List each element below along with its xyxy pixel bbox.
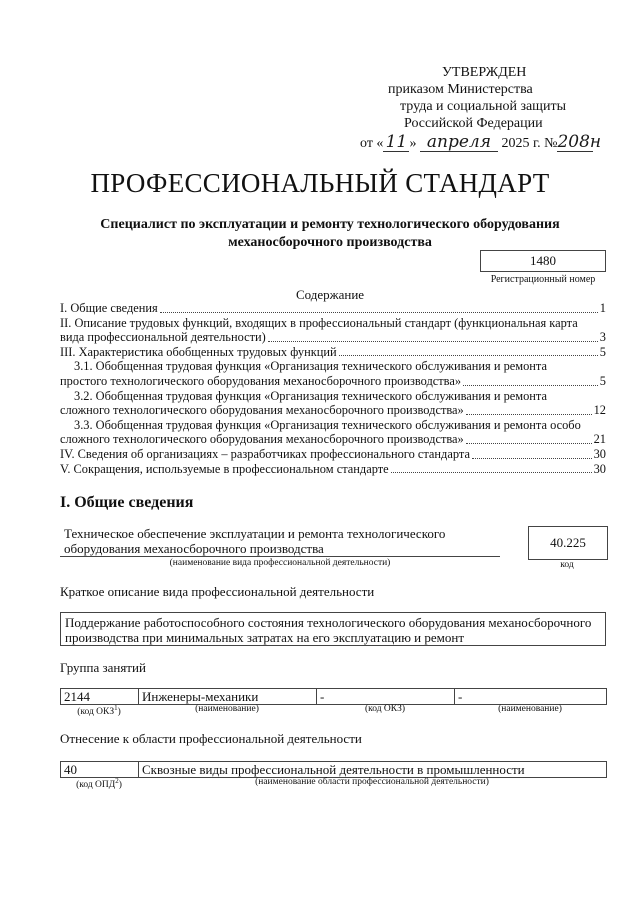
toc-item[interactable] (60, 462, 606, 477)
toc-title: Содержание (295, 287, 365, 302)
caption-opd-code: (код ОПД$^2$) (76, 777, 122, 791)
toc-item-page: 12 (593, 403, 606, 418)
table-of-contents (60, 301, 606, 476)
caption-opd-name: (наименование области профессиональной деятельности) (255, 777, 489, 787)
approval-line-3: труда и социальной защиты (400, 99, 566, 114)
caption-okz-name-1: (наименование) (195, 704, 259, 714)
professional-area-captions (60, 777, 606, 791)
toc-item-page: 21 (593, 432, 606, 447)
toc-item-text-cont: простого технологического оборудования механосборочного производства» (60, 373, 462, 388)
brief-description: Поддержание работоспособного состояния технологического оборудования механосборочного производства при минимальных затратах на его эксплуатацию и ремонт (60, 612, 606, 646)
professional-area-row (60, 761, 607, 778)
activity-caption: (наименование вида профессиональной деятельности) (169, 558, 391, 568)
approval-stamp (360, 64, 610, 152)
toc-item-text: 3.2. Обобщенная трудовая функция «Организация технического обслуживания и ремонта (74, 388, 547, 403)
toc-leader (391, 472, 592, 473)
toc-item[interactable] (60, 316, 606, 345)
toc-item-text: 3.1. Обобщенная трудовая функция «Организация технического обслуживания и ремонта (74, 359, 547, 374)
toc-item-page: 1 (599, 301, 606, 315)
toc-item[interactable] (60, 418, 606, 447)
okz-name-2: - (454, 689, 606, 704)
area-label: Отнесение к области профессиональной деятельности (60, 731, 362, 746)
toc-leader (472, 458, 592, 459)
toc-item-page: 5 (599, 373, 606, 388)
activity-code-caption: код (560, 560, 574, 570)
toc-item[interactable] (60, 359, 606, 388)
date-prefix: от « (360, 136, 384, 151)
toc-item-text: V. Сокращения, используемые в профессиональном стандарте (60, 461, 389, 476)
toc-leader (466, 443, 592, 444)
section-heading: I. Общие сведения (60, 494, 194, 511)
activity-name: Техническое обеспечение эксплуатации и ремонта технологического оборудования механосборочного производства (64, 526, 446, 556)
toc-item-text-cont: сложного технологического оборудования механосборочного производства» (60, 432, 464, 447)
occupation-group-captions (60, 704, 606, 716)
toc-item-text: II. Описание трудовых функций, входящих в профессиональный стандарт (функциональная карта (60, 315, 578, 330)
opd-code: 40 (60, 762, 138, 777)
date-year: 2025 г. № (501, 136, 558, 151)
brief-description-label: Краткое описание вида профессиональной деятельности (60, 584, 375, 599)
toc-leader (339, 355, 598, 356)
okz-code-1: 2144 (60, 689, 138, 704)
toc-item-text: I. Общие сведения (60, 301, 158, 315)
registration-caption: Регистрационный номер (490, 274, 596, 285)
toc-leader (160, 312, 598, 313)
caption-okz-code-1: (код ОКЗ$^1$) (77, 704, 121, 718)
toc-leader (463, 385, 598, 386)
approval-line-4: Российской Федерации (404, 116, 543, 131)
toc-item-text: IV. Сведения об организациях – разработчиках профессионального стандарта (60, 446, 470, 461)
date-month: апреля (420, 134, 498, 152)
okz-code-2: - (316, 689, 454, 704)
document-title: ПРОФЕССИОНАЛЬНЫЙ СТАНДАРТ (90, 168, 550, 198)
opd-name: Сквозные виды профессиональной деятельности в промышленности (138, 762, 606, 777)
toc-item-text: III. Характеристика обобщенных трудовых функций (60, 344, 337, 359)
toc-item[interactable] (60, 447, 606, 462)
group-label: Группа занятий (60, 660, 146, 675)
toc-item-page: 30 (593, 461, 606, 476)
date-mid: » (409, 136, 417, 151)
toc-item[interactable] (60, 345, 606, 360)
toc-item[interactable] (60, 301, 606, 316)
toc-item-page: 30 (593, 446, 606, 461)
toc-leader (268, 341, 598, 342)
toc-item[interactable] (60, 389, 606, 418)
toc-item-page: 3 (599, 330, 606, 345)
toc-item-text-cont: вида профессиональной деятельности) (60, 330, 266, 345)
caption-okz-code-2: (код ОКЗ) (364, 704, 406, 714)
standard-subtitle: Специалист по эксплуатации и ремонту технологического оборудования механосборочного производства (100, 217, 560, 250)
caption-okz-name-2: (наименование) (498, 704, 562, 714)
occupation-group-row (60, 688, 607, 705)
approval-line-2: приказом Министерства (388, 82, 533, 97)
activity-code: 40.225 (528, 526, 608, 560)
toc-item-text-cont: сложного технологического оборудования механосборочного производства» (60, 403, 464, 418)
activity-underline (60, 556, 500, 557)
toc-item-text: 3.3. Обобщенная трудовая функция «Организация технического обслуживания и ремонта особо (74, 417, 581, 432)
date-day: 11 (383, 134, 409, 152)
okz-name-1: Инженеры-механики (138, 689, 316, 704)
approval-date-line (360, 134, 610, 152)
toc-leader (466, 414, 592, 415)
order-number: 208н (557, 132, 602, 152)
registration-number: 1480 (480, 250, 606, 272)
approval-line-1: УТВЕРЖДЕН (442, 65, 527, 80)
toc-item-page: 5 (599, 344, 606, 359)
